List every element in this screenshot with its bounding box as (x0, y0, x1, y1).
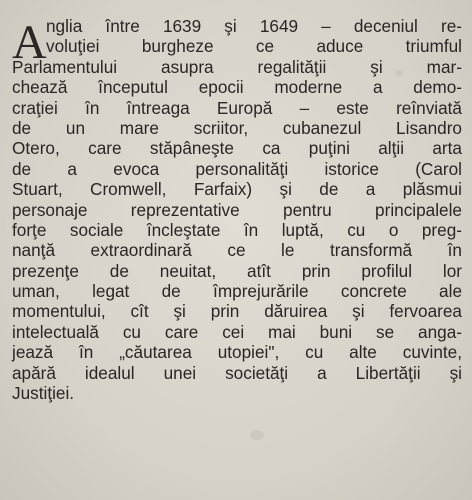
text-line: Otero, care stăpâneşte ca puţini alţii arta (12, 138, 462, 159)
text-line: prezenţe de neuitat, atît prin profilul lor (12, 260, 462, 281)
text-line: de un mare scriitor, cubanezul Lisandro (12, 117, 462, 138)
text-line: de a evoca personalităţi istorice (Carol (12, 158, 462, 179)
text-line: apără idealul unei societăţi a Libertăţii şi (12, 362, 462, 383)
text-line: forţe sociale încleştate în luptă, cu o preg- (12, 219, 462, 240)
text-line: momentului, cît şi prin dăruirea şi fervoarea (12, 301, 462, 322)
text-line: personaje reprezentative pentru principalele (12, 199, 462, 220)
text-line: voluţiei burgheze ce aduce triumful (46, 36, 462, 57)
text-line: uman, legat de împrejurările concrete ale (12, 281, 462, 302)
text-line: jează în „căutarea utopiei", cu alte cuvinte, (12, 342, 462, 363)
text-line: nglia între 1639 şi 1649 – deceniul re- (46, 16, 462, 36)
text-line: Parlamentului asupra regalităţii şi mar- (12, 56, 462, 77)
article-text (12, 16, 462, 403)
paper-stain (250, 430, 264, 440)
text-line: nanţă extraordinară ce le transformă în (12, 240, 462, 261)
text-line: craţiei în întreaga Europă – este reînviată (12, 97, 462, 118)
drop-cap: A (12, 16, 47, 69)
text-line: chează începutul epocii moderne a demo- (12, 77, 462, 98)
text-line: intelectuală cu care cei mai buni se anga- (12, 321, 462, 342)
text-line: Stuart, Cromwell, Farfaix) şi de a plăsmui (12, 179, 462, 200)
text-line: Justiţiei. (12, 383, 75, 404)
